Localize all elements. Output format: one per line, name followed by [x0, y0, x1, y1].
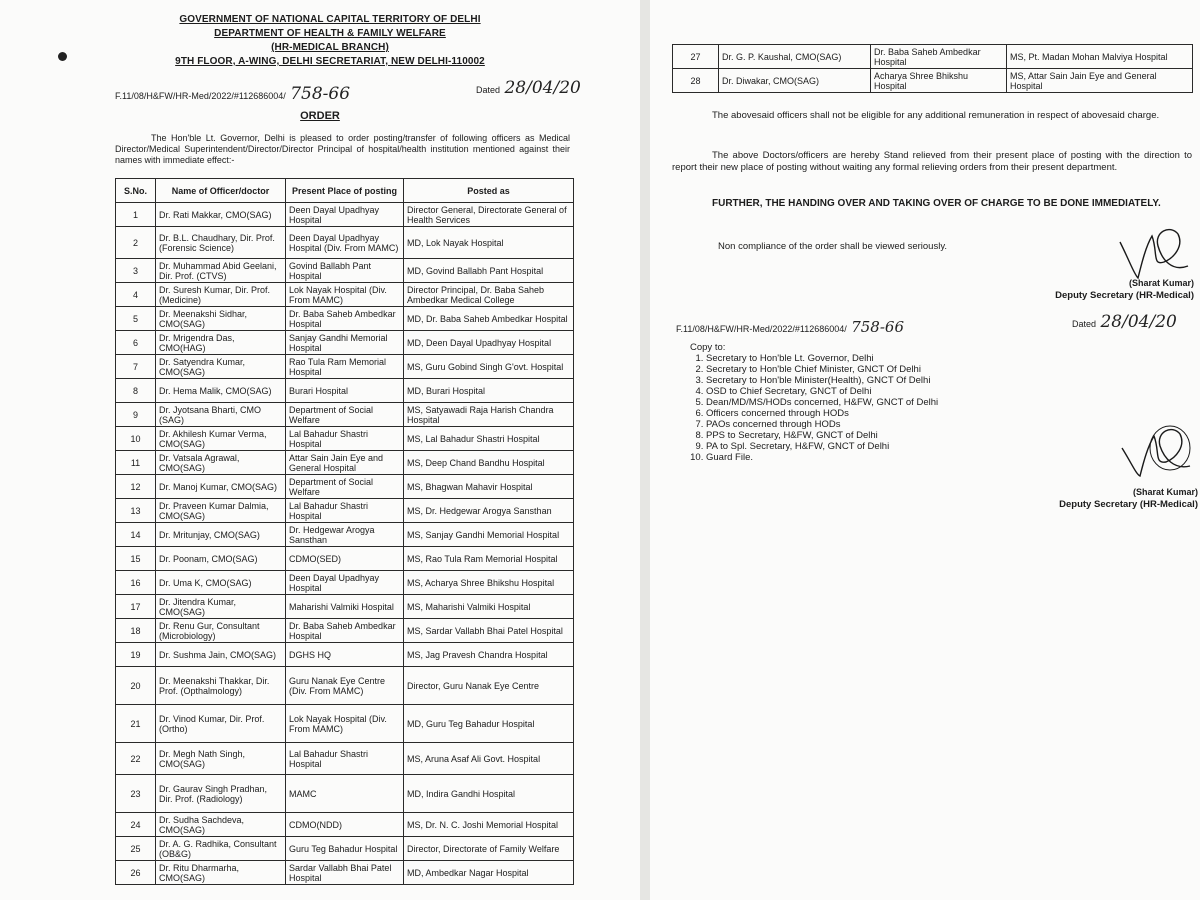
cell-present: MAMC: [286, 775, 404, 813]
copy-to-item: 8. PPS to Secretary, H&FW, GNCT of Delhi: [706, 430, 938, 441]
copy-to-label: Copy to:: [690, 342, 726, 353]
cell-sno: 4: [116, 283, 156, 307]
copy-to-item: 6. Officers concerned through HODs: [706, 408, 938, 419]
cell-sno: 17: [116, 595, 156, 619]
table-row: [116, 451, 574, 475]
cell-posted: MS, Maharishi Valmiki Hospital: [404, 595, 574, 619]
cell-posted: MS, Aruna Asaf Ali Govt. Hospital: [404, 743, 574, 775]
cell-sno: 18: [116, 619, 156, 643]
copy-to-item: 2. Secretary to Hon'ble Chief Minister, GNCT Of Delhi: [706, 364, 938, 375]
table-row: [116, 523, 574, 547]
copy-to-item: 1. Secretary to Hon'ble Lt. Governor, Delhi: [706, 353, 938, 364]
cell-posted: MD, Dr. Baba Saheb Ambedkar Hospital: [404, 307, 574, 331]
cell-posted: MD, Lok Nayak Hospital: [404, 227, 574, 259]
signatory-designation-2: Deputy Secretary (HR-Medical): [1059, 499, 1198, 510]
signatory-name: (Sharat Kumar): [1128, 278, 1194, 288]
posting-table: [115, 178, 574, 885]
document-page-2: [650, 0, 1200, 900]
cell-sno: 9: [116, 403, 156, 427]
table-row: [116, 619, 574, 643]
cell-sno: 2: [116, 227, 156, 259]
cell-posted: MS, Attar Sain Jain Eye and General Hospital: [1007, 69, 1193, 93]
cell-present: Guru Nanak Eye Centre (Div. From MAMC): [286, 667, 404, 705]
dated-line: [476, 78, 581, 98]
cell-present: Dr. Baba Saheb Ambedkar Hospital: [286, 619, 404, 643]
cell-sno: 15: [116, 547, 156, 571]
cell-name: Dr. Jyotsana Bharti, CMO (SAG): [156, 403, 286, 427]
copy-file-number-handwritten: 758-66: [851, 318, 905, 336]
cell-sno: 16: [116, 571, 156, 595]
cell-name: Dr. Renu Gur, Consultant (Microbiology): [156, 619, 286, 643]
cell-name: Dr. A. G. Radhika, Consultant (OB&G): [156, 837, 286, 861]
table-row: [116, 813, 574, 837]
signature-dated-handwritten: 28/04/20: [1100, 312, 1177, 332]
cell-name: Dr. Sushma Jain, CMO(SAG): [156, 643, 286, 667]
cell-posted: MS, Sardar Vallabh Bhai Patel Hospital: [404, 619, 574, 643]
cell-name: Dr. Vinod Kumar, Dir. Prof. (Ortho): [156, 705, 286, 743]
signatory-designation: Deputy Secretary (HR-Medical): [1055, 290, 1194, 301]
signature-dated: [1072, 312, 1177, 332]
cell-name: Dr. G. P. Kaushal, CMO(SAG): [719, 45, 871, 69]
column-header: Present Place of posting: [286, 179, 404, 203]
posting-table-continued: [672, 44, 1193, 93]
cell-present: Guru Teg Bahadur Hospital: [286, 837, 404, 861]
cell-sno: 19: [116, 643, 156, 667]
cell-present: Deen Dayal Upadhyay Hospital: [286, 203, 404, 227]
table-row: [673, 45, 1193, 69]
cell-posted: MS, Guru Gobind Singh G'ovt. Hospital: [404, 355, 574, 379]
cell-present: Deen Dayal Upadhyay Hospital (Div. From MAMC): [286, 227, 404, 259]
copy-to-item: 3. Secretary to Hon'ble Minister(Health), GNCT Of Delhi: [706, 375, 938, 386]
cell-present: Attar Sain Jain Eye and General Hospital: [286, 451, 404, 475]
table-row: [116, 307, 574, 331]
header-address: 9TH FLOOR, A-WING, DELHI SECRETARIAT, NEW DELHI-110002: [175, 56, 485, 67]
copy-to-item: 5. Dean/MD/MS/HODs concerned, H&FW, GNCT of Delhi: [706, 397, 938, 408]
cell-posted: MS, Pt. Madan Mohan Malviya Hospital: [1007, 45, 1193, 69]
paragraph-remuneration: The abovesaid officers shall not be eligible for any additional remuneration in respect of abovesaid charge.: [712, 110, 1160, 121]
cell-posted: MS, Bhagwan Mahavir Hospital: [404, 475, 574, 499]
table-row: [116, 203, 574, 227]
cell-sno: 5: [116, 307, 156, 331]
cell-posted: MS, Deep Chand Bandhu Hospital: [404, 451, 574, 475]
paragraph-handover: FURTHER, THE HANDING OVER AND TAKING OVER OF CHARGE TO BE DONE IMMEDIATELY.: [712, 198, 1161, 209]
cell-name: Dr. Suresh Kumar, Dir. Prof. (Medicine): [156, 283, 286, 307]
cell-posted: MS, Dr. Hedgewar Arogya Sansthan: [404, 499, 574, 523]
cell-name: Dr. Akhilesh Kumar Verma, CMO(SAG): [156, 427, 286, 451]
cell-sno: 28: [673, 69, 719, 93]
cell-sno: 20: [116, 667, 156, 705]
cell-posted: MD, Ambedkar Nagar Hospital: [404, 861, 574, 885]
cell-name: Dr. B.L. Chaudhary, Dir. Prof. (Forensic Science): [156, 227, 286, 259]
table-row: [116, 227, 574, 259]
column-header: Posted as: [404, 179, 574, 203]
cell-present: Dr. Baba Saheb Ambedkar Hospital: [286, 307, 404, 331]
cell-name: Dr. Poonam, CMO(SAG): [156, 547, 286, 571]
header-department: DEPARTMENT OF HEALTH & FAMILY WELFARE: [214, 28, 446, 39]
cell-posted: MS, Jag Pravesh Chandra Hospital: [404, 643, 574, 667]
copy-file-number: F.11/08/H&FW/HR-Med/2022/#112686004/: [676, 324, 847, 334]
cell-sno: 10: [116, 427, 156, 451]
file-number-line: [115, 84, 350, 104]
cell-sno: 1: [116, 203, 156, 227]
copy-to-block: [690, 342, 938, 463]
cell-posted: MS, Satyawadi Raja Harish Chandra Hospital: [404, 403, 574, 427]
cell-posted: MS, Dr. N. C. Joshi Memorial Hospital: [404, 813, 574, 837]
header-branch: (HR-MEDICAL BRANCH): [271, 42, 389, 53]
cell-sno: 27: [673, 45, 719, 69]
cell-posted: Director General, Directorate General of Health Services: [404, 203, 574, 227]
cell-sno: 8: [116, 379, 156, 403]
cell-name: Dr. Rati Makkar, CMO(SAG): [156, 203, 286, 227]
table-header-row: [116, 179, 574, 203]
cell-posted: MS, Lal Bahadur Shastri Hospital: [404, 427, 574, 451]
order-title: ORDER: [300, 110, 340, 122]
cell-posted: MS, Acharya Shree Bhikshu Hospital: [404, 571, 574, 595]
cell-sno: 25: [116, 837, 156, 861]
cell-posted: MS, Sanjay Gandhi Memorial Hospital: [404, 523, 574, 547]
order-intro: The Hon'ble Lt. Governor, Delhi is pleased to order posting/transfer of following officers as Medical Director/Medical Superintendent/Director/Director Principal of hospital/health institution mentioned against their names with immediate effect:-: [115, 133, 570, 165]
cell-name: Dr. Diwakar, CMO(SAG): [719, 69, 871, 93]
cell-posted: MS, Rao Tula Ram Memorial Hospital: [404, 547, 574, 571]
table-row: [116, 705, 574, 743]
column-header: S.No.: [116, 179, 156, 203]
cell-name: Dr. Muhammad Abid Geelani, Dir. Prof. (CTVS): [156, 259, 286, 283]
cell-posted: MD, Burari Hospital: [404, 379, 574, 403]
cell-name: Dr. Vatsala Agrawal, CMO(SAG): [156, 451, 286, 475]
signature-mark-2: [1112, 418, 1192, 484]
cell-present: Dr. Hedgewar Arogya Sansthan: [286, 523, 404, 547]
cell-name: Dr. Manoj Kumar, CMO(SAG): [156, 475, 286, 499]
cell-sno: 24: [116, 813, 156, 837]
table-row: [116, 355, 574, 379]
table-row: [116, 667, 574, 705]
cell-posted: Director, Directorate of Family Welfare: [404, 837, 574, 861]
cell-sno: 3: [116, 259, 156, 283]
cell-sno: 12: [116, 475, 156, 499]
copy-to-item: 4. OSD to Chief Secretary, GNCT of Delhi: [706, 386, 938, 397]
table-row: [673, 69, 1193, 93]
cell-name: Dr. Praveen Kumar Dalmia, CMO(SAG): [156, 499, 286, 523]
cell-present: Department of Social Welfare: [286, 403, 404, 427]
cell-sno: 13: [116, 499, 156, 523]
cell-posted: Director Principal, Dr. Baba Saheb Ambedkar Medical College: [404, 283, 574, 307]
page-gutter: [640, 0, 650, 900]
cell-present: DGHS HQ: [286, 643, 404, 667]
table-row: [116, 861, 574, 885]
file-number: F.11/08/H&FW/HR-Med/2022/#112686004/: [115, 91, 286, 101]
cell-sno: 14: [116, 523, 156, 547]
table-row: [116, 331, 574, 355]
table-row: [116, 643, 574, 667]
cell-posted: MD, Guru Teg Bahadur Hospital: [404, 705, 574, 743]
table-row: [116, 499, 574, 523]
paragraph-compliance: Non compliance of the order shall be viewed seriously.: [718, 241, 947, 252]
punch-hole-mark: [58, 52, 67, 61]
cell-name: Dr. Jitendra Kumar, CMO(SAG): [156, 595, 286, 619]
cell-sno: 11: [116, 451, 156, 475]
column-header: Name of Officer/doctor: [156, 179, 286, 203]
cell-sno: 21: [116, 705, 156, 743]
cell-present: Lok Nayak Hospital (Div. From MAMC): [286, 705, 404, 743]
table-row: [116, 475, 574, 499]
cell-present: Rao Tula Ram Memorial Hospital: [286, 355, 404, 379]
cell-posted: MD, Govind Ballabh Pant Hospital: [404, 259, 574, 283]
cell-present: Sanjay Gandhi Memorial Hospital: [286, 331, 404, 355]
paragraph-relieved: The above Doctors/officers are hereby Stand relieved from their present place of posting with the direction to report their new place of posting without waiting any formal relieving orders from their present department.: [672, 150, 1192, 173]
cell-present: Acharya Shree Bhikshu Hospital: [871, 69, 1007, 93]
cell-present: Lok Nayak Hospital (Div. From MAMC): [286, 283, 404, 307]
table-row: [116, 379, 574, 403]
cell-present: Deen Dayal Upadhyay Hospital: [286, 571, 404, 595]
cell-sno: 22: [116, 743, 156, 775]
cell-present: CDMO(SED): [286, 547, 404, 571]
cell-name: Dr. Megh Nath Singh, CMO(SAG): [156, 743, 286, 775]
table-row: [116, 427, 574, 451]
cell-sno: 6: [116, 331, 156, 355]
table-row: [116, 283, 574, 307]
table-row: [116, 775, 574, 813]
cell-name: Dr. Uma K, CMO(SAG): [156, 571, 286, 595]
cell-present: Lal Bahadur Shastri Hospital: [286, 743, 404, 775]
cell-posted: MD, Indira Gandhi Hospital: [404, 775, 574, 813]
cell-name: Dr. Hema Malik, CMO(SAG): [156, 379, 286, 403]
cell-sno: 7: [116, 355, 156, 379]
cell-name: Dr. Satyendra Kumar, CMO(SAG): [156, 355, 286, 379]
dated-label: Dated: [476, 85, 501, 95]
cell-present: Maharishi Valmiki Hospital: [286, 595, 404, 619]
cell-present: Burari Hospital: [286, 379, 404, 403]
cell-present: CDMO(NDD): [286, 813, 404, 837]
dated-handwritten: 28/04/20: [504, 78, 581, 98]
file-number-handwritten: 758-66: [290, 84, 351, 104]
table-row: [116, 403, 574, 427]
copy-to-item: 10. Guard File.: [706, 452, 938, 463]
cell-present: Lal Bahadur Shastri Hospital: [286, 499, 404, 523]
cell-name: Dr. Ritu Dharmarha, CMO(SAG): [156, 861, 286, 885]
cell-name: Dr. Mritunjay, CMO(SAG): [156, 523, 286, 547]
copy-to-item: 9. PA to Spl. Secretary, H&FW, GNCT of Delhi: [706, 441, 938, 452]
cell-present: Department of Social Welfare: [286, 475, 404, 499]
copy-to-item: 7. PAOs concerned through HODs: [706, 419, 938, 430]
cell-present: Lal Bahadur Shastri Hospital: [286, 427, 404, 451]
cell-sno: 26: [116, 861, 156, 885]
cell-posted: Director, Guru Nanak Eye Centre: [404, 667, 574, 705]
cell-name: Dr. Sudha Sachdeva, CMO(SAG): [156, 813, 286, 837]
cell-name: Dr. Mrigendra Das, CMO(HAG): [156, 331, 286, 355]
cell-posted: MD, Deen Dayal Upadhyay Hospital: [404, 331, 574, 355]
table-row: [116, 595, 574, 619]
cell-name: Dr. Gaurav Singh Pradhan, Dir. Prof. (Radiology): [156, 775, 286, 813]
table-row: [116, 571, 574, 595]
signatory-name-2: (Sharat Kumar): [1132, 487, 1198, 497]
cell-present: Sardar Vallabh Bhai Patel Hospital: [286, 861, 404, 885]
table-row: [116, 547, 574, 571]
cell-present: Govind Ballabh Pant Hospital: [286, 259, 404, 283]
header-government: GOVERNMENT OF NATIONAL CAPITAL TERRITORY OF DELHI: [179, 14, 481, 25]
table-row: [116, 259, 574, 283]
table-row: [116, 743, 574, 775]
cell-sno: 23: [116, 775, 156, 813]
cell-name: Dr. Meenakshi Thakkar, Dir. Prof. (Opthalmology): [156, 667, 286, 705]
cell-present: Dr. Baba Saheb Ambedkar Hospital: [871, 45, 1007, 69]
copy-file-number-line: [676, 318, 904, 337]
cell-name: Dr. Meenakshi Sidhar, CMO(SAG): [156, 307, 286, 331]
signature-dated-label: Dated: [1072, 319, 1097, 329]
table-row: [116, 837, 574, 861]
copy-to-list: [690, 353, 938, 463]
